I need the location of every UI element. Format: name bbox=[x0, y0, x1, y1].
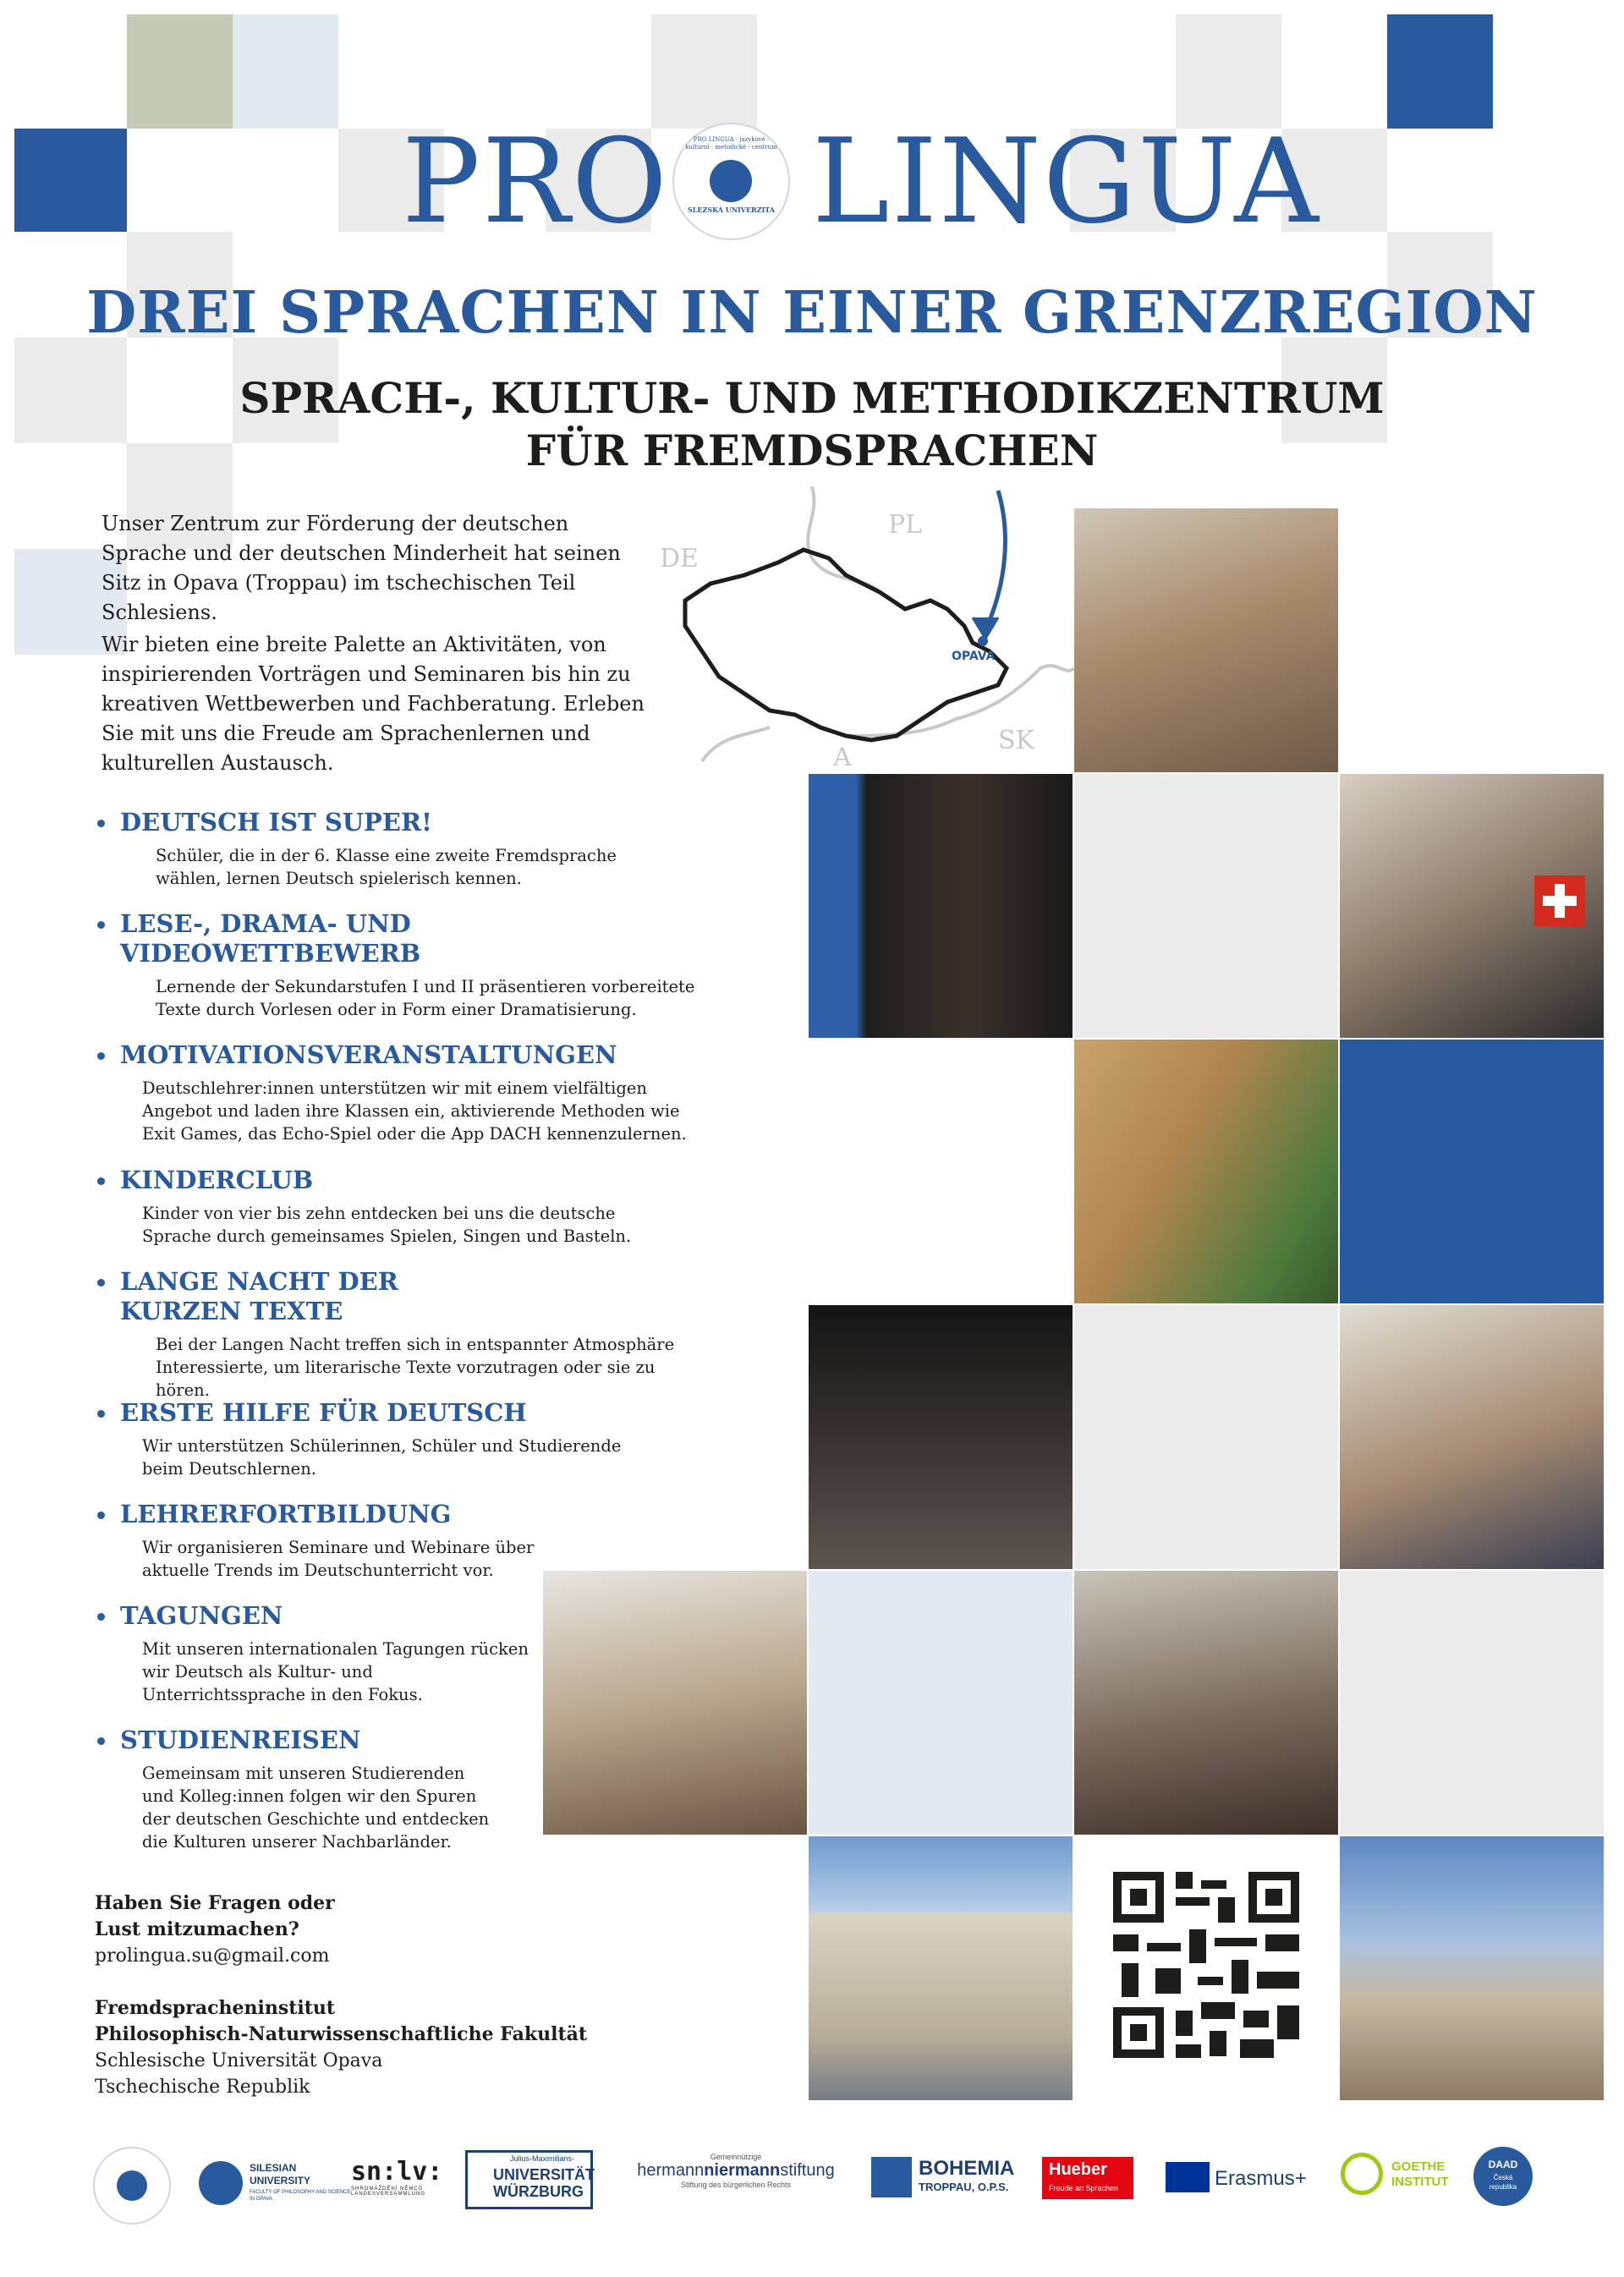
section-title: DEUTSCH IST SUPER! bbox=[95, 808, 704, 837]
section-text: Wir unterstützen Schülerinnen, Schüler und Studierende beim Deutschlernen. bbox=[142, 1436, 622, 1479]
title-lingua: LINGUA bbox=[812, 113, 1320, 250]
subheadline-line: FÜR FREMDSPRACHEN bbox=[525, 425, 1099, 475]
contact-question: Haben Sie Fragen oder bbox=[95, 1892, 335, 1914]
section-text: Lernende der Sekundarstufen I und II präsentieren vorbereitete Texte durch Vorlesen oder in Form einer Dramatisierung. bbox=[156, 977, 695, 1019]
section-title: LEHRERFORTBILDUNG bbox=[95, 1500, 704, 1529]
contact-question: Lust mitzumachen? bbox=[95, 1918, 299, 1940]
photo-lange-nacht bbox=[809, 1305, 1073, 1569]
logo-text: FACULTY OF PHILOSOPHY AND SCIENCE IN OPAVA bbox=[250, 2190, 351, 2202]
photo-kinderclub bbox=[1074, 1040, 1338, 1303]
photo-students-box bbox=[1340, 774, 1604, 1038]
deco-square bbox=[1387, 14, 1493, 129]
logo-word: hermann bbox=[637, 2161, 705, 2180]
map-label-a: A bbox=[833, 743, 852, 772]
logo-text: WÜRZBURG bbox=[493, 2183, 584, 2200]
logo-word: niermann bbox=[704, 2161, 781, 2180]
contact-faculty: Philosophisch-Naturwissenschaftliche Fakultät bbox=[95, 2023, 588, 2045]
logo-title bbox=[0, 113, 1624, 250]
headline: DREI SPRACHEN IN EINER GRENZREGION bbox=[86, 279, 1538, 347]
title-pro: PRO bbox=[402, 113, 669, 250]
contact-institute: Fremdspracheninstitut bbox=[95, 1997, 336, 2019]
logo-word: stiftung bbox=[780, 2161, 835, 2180]
goethe-icon bbox=[1341, 2153, 1383, 2195]
section-text: Gemeinsam mit unseren Studierenden und Kolleg:innen folgen wir den Spuren der deutschen Geschichte und entdecken die Kulturen unserer Nachbarländer. bbox=[142, 1764, 490, 1852]
qr-code[interactable] bbox=[1074, 1836, 1338, 2100]
swiss-flag-icon bbox=[1534, 875, 1585, 926]
logo-text: sn:lv: bbox=[351, 2157, 443, 2186]
logo-text: SILESIAN bbox=[250, 2162, 297, 2174]
logo-text: SHROMÁŽDĚNÍ NĚMCŮ bbox=[351, 2186, 424, 2192]
photo-tagung-lecture bbox=[1074, 1571, 1338, 1835]
silesian-emblem-icon bbox=[199, 2161, 243, 2205]
map-label-sk: SK bbox=[998, 726, 1034, 755]
map-city-label: OPAVA bbox=[952, 650, 996, 663]
section-text: Kinder von vier bis zehn entdecken bei uns die deutsche Sprache durch gemeinsames Spielen, Singen und Basteln. bbox=[142, 1204, 632, 1246]
seal-ring-text: PRO LINGUA · jazykové · kulturní · metodické · centrum bbox=[685, 136, 777, 151]
photo-stage-reading bbox=[809, 774, 1073, 1038]
section-deutsch-ist-super bbox=[95, 808, 704, 890]
deco-square bbox=[233, 14, 338, 129]
subheadline bbox=[0, 372, 1624, 477]
deco-square bbox=[651, 14, 757, 129]
section-text: Schüler, die in der 6. Klasse eine zweite Fremdsprache wählen, lernen Deutsch spielerisch kennen. bbox=[156, 846, 617, 888]
snlv-logo bbox=[351, 2157, 442, 2197]
contact-block bbox=[95, 1890, 687, 2100]
section-title: LESE-, DRAMA- UND VIDEOWETTBEWERB bbox=[95, 909, 475, 968]
logo-text: UNIVERSITÄT bbox=[493, 2166, 595, 2183]
section-title: KINDERCLUB bbox=[95, 1166, 704, 1195]
section-erste-hilfe bbox=[95, 1398, 704, 1480]
section-lange-nacht bbox=[95, 1267, 704, 1402]
bohemia-icon bbox=[871, 2157, 912, 2197]
section-title: LANGE NACHT DER KURZEN TEXTE bbox=[95, 1267, 408, 1326]
grid-square-gray bbox=[1074, 1305, 1338, 1569]
section-kinderclub bbox=[95, 1166, 704, 1248]
opava-marker-icon bbox=[978, 636, 988, 646]
logo-text: DAAD bbox=[1488, 2159, 1518, 2170]
logo-text: Hueber bbox=[1049, 2160, 1107, 2179]
logo-text: BOHEMIA bbox=[919, 2157, 1015, 2180]
eu-flag-icon bbox=[1166, 2162, 1210, 2192]
grid-square-gray bbox=[1340, 1571, 1604, 1835]
intro-paragraph: Unser Zentrum zur Förderung der deutschen Sprache und der deutschen Minderheit hat seinen Sitz in Opava (Troppau) im tschechischen Teil Schlesiens. bbox=[102, 512, 621, 624]
intro-paragraph: Wir bieten eine breite Palette an Aktivitäten, von inspirierenden Vorträgen und Seminaren bis hin zu kreativen Wettbewerben und Fachberatung. Erleben Sie mit uns die Freude am Sprachenlernen und kulturellen Austausch. bbox=[102, 633, 645, 775]
section-text: Deutschlehrer:innen unterstützen wir mit einem vielfältigen Angebot und laden ihre Klassen ein, aktivierende Methoden wie Exit Games, das Echo-Spiel oder die App DACH kennenzulernen. bbox=[142, 1078, 687, 1144]
daad-logo bbox=[1473, 2147, 1533, 2206]
map-label-de: DE bbox=[660, 544, 699, 573]
section-title: ERSTE HILFE FÜR DEUTSCH bbox=[95, 1398, 704, 1428]
map-label-pl: PL bbox=[888, 510, 923, 540]
logo-text: republika bbox=[1489, 2183, 1517, 2191]
grid-square-blue bbox=[1340, 1040, 1604, 1303]
contact-university: Schlesische Universität Opava bbox=[95, 2050, 383, 2071]
deco-square bbox=[127, 14, 233, 129]
logo-text bbox=[626, 2161, 846, 2181]
logo-text: UNIVERSITY bbox=[250, 2175, 311, 2186]
pro-lingua-logo bbox=[93, 2147, 171, 2225]
niermann-stiftung-logo bbox=[626, 2153, 846, 2189]
photo-university-building bbox=[809, 1836, 1073, 2100]
contact-email[interactable]: prolingua.su@gmail.com bbox=[95, 1945, 330, 1967]
section-title: TAGUNGEN bbox=[95, 1601, 704, 1631]
university-emblem-icon bbox=[710, 160, 752, 202]
section-text: Bei der Langen Nacht treffen sich in entspannter Atmosphäre Interessierte, um literarische Texte vorzutragen oder sie zu hören. bbox=[156, 1335, 675, 1400]
czech-map bbox=[651, 482, 1074, 795]
photo-girls-card-game bbox=[1074, 508, 1338, 772]
subheadline-line: SPRACH-, KULTUR- UND METHODIKZENTRUM bbox=[239, 373, 1385, 423]
section-lehrerfortbildung bbox=[95, 1500, 704, 1582]
hueber-logo bbox=[1042, 2157, 1133, 2199]
photo-opava-square bbox=[1340, 1836, 1604, 2100]
logo-text: Julius-Maximilians- bbox=[510, 2154, 575, 2163]
logo-text: Gemeinnützige bbox=[710, 2153, 762, 2161]
deco-square bbox=[1176, 14, 1281, 129]
grid-square-lightblue bbox=[809, 1571, 1073, 1835]
logo-text: Erasmus+ bbox=[1215, 2167, 1307, 2190]
logo-text: Česká bbox=[1493, 2174, 1513, 2181]
section-motivation bbox=[95, 1040, 704, 1145]
section-title: MOTIVATIONSVERANSTALTUNGEN bbox=[95, 1040, 704, 1070]
section-lesewettbewerb bbox=[95, 909, 704, 1021]
qr-code-icon bbox=[1074, 1836, 1338, 2100]
logo-text: TROPPAU, O.P.S. bbox=[919, 2181, 1009, 2193]
pro-lingua-seal bbox=[672, 123, 790, 240]
photo-students-table bbox=[1340, 1305, 1604, 1569]
section-text: Wir organisieren Seminare und Webinare über aktuelle Trends im Deutschunterricht vor. bbox=[142, 1538, 535, 1580]
logo-text: INSTITUT bbox=[1391, 2175, 1449, 2189]
logo-text: GOETHE bbox=[1391, 2159, 1446, 2174]
section-text: Mit unseren internationalen Tagungen rücken wir Deutsch als Kultur- und Unterrichtssprache in den Fokus. bbox=[142, 1639, 529, 1704]
logo-text: Stiftung des bürgerlichen Rechts bbox=[680, 2181, 792, 2189]
logo-text: Freude an Sprachen bbox=[1049, 2184, 1119, 2192]
wuerzburg-logo bbox=[465, 2150, 593, 2209]
seal-center-text: SLEZSKÁ UNIVERZITA bbox=[687, 206, 776, 214]
contact-country: Tschechische Republik bbox=[95, 2077, 310, 2098]
logo-text: LANDESVERSAMMLUNG bbox=[351, 2192, 426, 2197]
grid-square-gray bbox=[1074, 774, 1338, 1038]
partner-logos bbox=[0, 2140, 1624, 2225]
photo-seminar-circle bbox=[543, 1571, 807, 1835]
section-title: STUDIENREISEN bbox=[95, 1726, 704, 1755]
